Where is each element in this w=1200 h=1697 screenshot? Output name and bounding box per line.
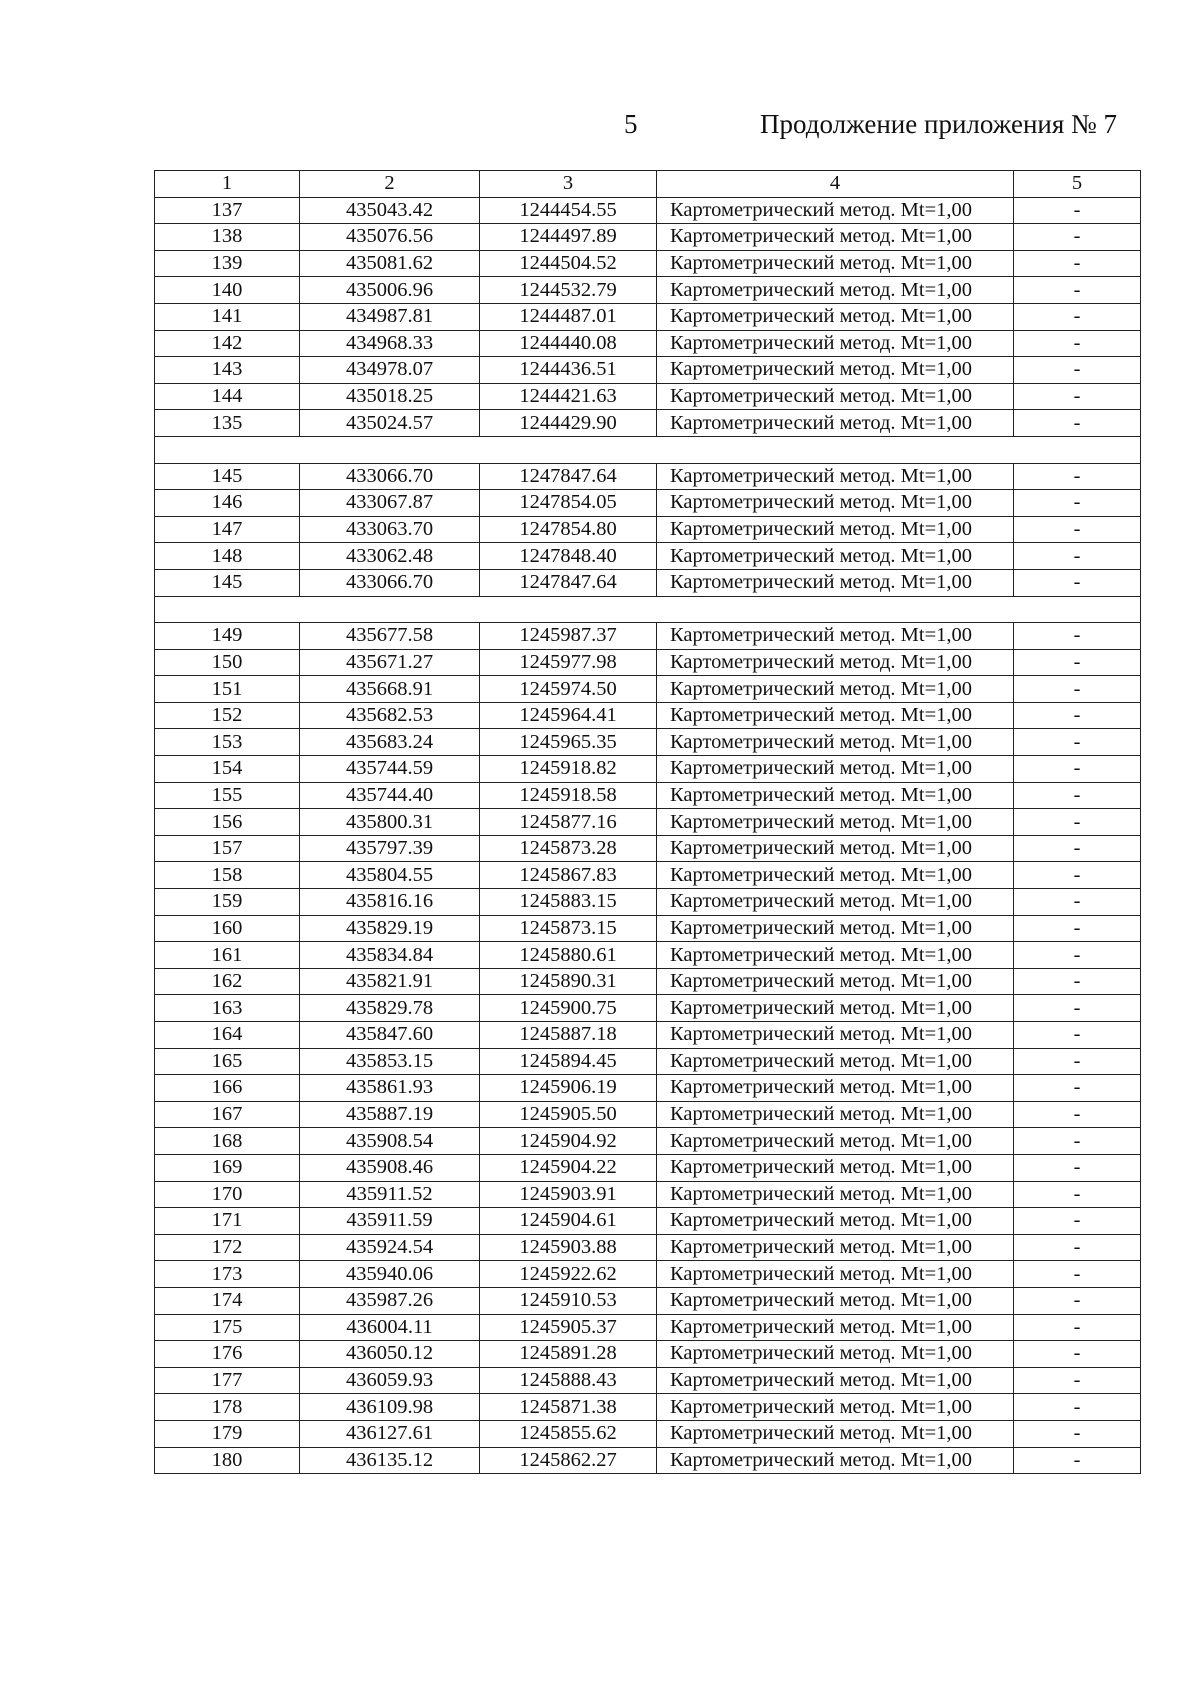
method-cell: Картометрический метод. Mt=1,00 [657, 197, 1014, 224]
point-number-cell: 175 [155, 1314, 300, 1341]
coordinate-x-cell: 435043.42 [300, 197, 480, 224]
coordinate-y-cell: 1244436.51 [480, 357, 657, 384]
point-number-cell: 141 [155, 303, 300, 330]
coordinate-x-cell: 435076.56 [300, 224, 480, 251]
remark-cell: - [1014, 1261, 1141, 1288]
coordinate-y-cell: 1244429.90 [480, 410, 657, 437]
method-cell: Картометрический метод. Mt=1,00 [657, 1447, 1014, 1474]
method-cell: Картометрический метод. Mt=1,00 [657, 835, 1014, 862]
coordinate-x-cell: 436059.93 [300, 1367, 480, 1394]
method-cell: Картометрический метод. Mt=1,00 [657, 676, 1014, 703]
coordinate-y-cell: 1244421.63 [480, 383, 657, 410]
table-row [155, 649, 1141, 676]
method-cell: Картометрический метод. Mt=1,00 [657, 1394, 1014, 1421]
point-number-cell: 179 [155, 1420, 300, 1447]
column-header-3: 3 [480, 171, 657, 198]
table-row [155, 1154, 1141, 1181]
coordinate-x-cell: 435018.25 [300, 383, 480, 410]
method-cell: Картометрический метод. Mt=1,00 [657, 782, 1014, 809]
point-number-cell: 152 [155, 702, 300, 729]
point-number-cell: 170 [155, 1181, 300, 1208]
method-cell: Картометрический метод. Mt=1,00 [657, 383, 1014, 410]
method-cell: Картометрический метод. Mt=1,00 [657, 729, 1014, 756]
coordinate-y-cell: 1244487.01 [480, 303, 657, 330]
coordinate-y-cell: 1245891.28 [480, 1341, 657, 1368]
coordinate-y-cell: 1245867.83 [480, 862, 657, 889]
method-cell: Картометрический метод. Mt=1,00 [657, 330, 1014, 357]
coordinate-x-cell: 435671.27 [300, 649, 480, 676]
point-number-cell: 143 [155, 357, 300, 384]
remark-cell: - [1014, 1208, 1141, 1235]
method-cell: Картометрический метод. Mt=1,00 [657, 1314, 1014, 1341]
method-cell: Картометрический метод. Mt=1,00 [657, 1234, 1014, 1261]
coordinate-x-cell: 434978.07 [300, 357, 480, 384]
table-row [155, 756, 1141, 783]
coordinate-x-cell: 435683.24 [300, 729, 480, 756]
coordinates-table [154, 170, 1141, 1474]
coordinate-x-cell: 435908.54 [300, 1128, 480, 1155]
remark-cell: - [1014, 942, 1141, 969]
table-row [155, 1394, 1141, 1421]
point-number-cell: 161 [155, 942, 300, 969]
method-cell: Картометрический метод. Mt=1,00 [657, 569, 1014, 596]
coordinate-y-cell: 1245903.88 [480, 1234, 657, 1261]
contour-separator-row [155, 596, 1141, 623]
coordinate-y-cell: 1245890.31 [480, 968, 657, 995]
coordinate-y-cell: 1245862.27 [480, 1447, 657, 1474]
point-number-cell: 139 [155, 250, 300, 277]
remark-cell: - [1014, 835, 1141, 862]
coordinate-x-cell: 435829.19 [300, 915, 480, 942]
contour-separator-cell [155, 596, 1141, 623]
coordinate-x-cell: 435006.96 [300, 277, 480, 304]
coordinate-x-cell: 436127.61 [300, 1420, 480, 1447]
remark-cell: - [1014, 463, 1141, 490]
contour-separator-cell [155, 436, 1141, 463]
coordinate-x-cell: 435887.19 [300, 1101, 480, 1128]
column-number-row [155, 171, 1141, 198]
method-cell: Картометрический метод. Mt=1,00 [657, 649, 1014, 676]
point-number-cell: 165 [155, 1048, 300, 1075]
remark-cell: - [1014, 1314, 1141, 1341]
point-number-cell: 156 [155, 809, 300, 836]
coordinate-y-cell: 1244454.55 [480, 197, 657, 224]
point-number-cell: 137 [155, 197, 300, 224]
remark-cell: - [1014, 995, 1141, 1022]
remark-cell: - [1014, 756, 1141, 783]
appendix-continuation-title: Продолжение приложения № 7 [760, 109, 1118, 139]
table-row [155, 782, 1141, 809]
remark-cell: - [1014, 569, 1141, 596]
table-body [155, 197, 1141, 1474]
coordinate-y-cell: 1245855.62 [480, 1420, 657, 1447]
remark-cell: - [1014, 1447, 1141, 1474]
method-cell: Картометрический метод. Mt=1,00 [657, 1367, 1014, 1394]
point-number-cell: 138 [155, 224, 300, 251]
method-cell: Картометрический метод. Mt=1,00 [657, 889, 1014, 916]
coordinate-x-cell: 433063.70 [300, 516, 480, 543]
coordinate-y-cell: 1245894.45 [480, 1048, 657, 1075]
remark-cell: - [1014, 1287, 1141, 1314]
table-row [155, 1420, 1141, 1447]
table-row [155, 623, 1141, 650]
coordinate-x-cell: 436109.98 [300, 1394, 480, 1421]
point-number-cell: 157 [155, 835, 300, 862]
column-header-5: 5 [1014, 171, 1141, 198]
coordinate-y-cell: 1245877.16 [480, 809, 657, 836]
point-number-cell: 160 [155, 915, 300, 942]
remark-cell: - [1014, 1128, 1141, 1155]
remark-cell: - [1014, 1048, 1141, 1075]
coordinate-y-cell: 1244497.89 [480, 224, 657, 251]
coordinate-y-cell: 1247847.64 [480, 463, 657, 490]
method-cell: Картометрический метод. Mt=1,00 [657, 543, 1014, 570]
remark-cell: - [1014, 889, 1141, 916]
point-number-cell: 146 [155, 490, 300, 517]
point-number-cell: 151 [155, 676, 300, 703]
point-number-cell: 140 [155, 277, 300, 304]
point-number-cell: 171 [155, 1208, 300, 1235]
method-cell: Картометрический метод. Mt=1,00 [657, 1101, 1014, 1128]
method-cell: Картометрический метод. Mt=1,00 [657, 995, 1014, 1022]
coordinate-y-cell: 1245904.92 [480, 1128, 657, 1155]
point-number-cell: 150 [155, 649, 300, 676]
point-number-cell: 153 [155, 729, 300, 756]
method-cell: Картометрический метод. Mt=1,00 [657, 756, 1014, 783]
coordinate-x-cell: 433066.70 [300, 569, 480, 596]
point-number-cell: 155 [155, 782, 300, 809]
coordinate-x-cell: 434987.81 [300, 303, 480, 330]
coordinate-x-cell: 435834.84 [300, 942, 480, 969]
table-row [155, 543, 1141, 570]
coordinate-x-cell: 435804.55 [300, 862, 480, 889]
method-cell: Картометрический метод. Mt=1,00 [657, 490, 1014, 517]
method-cell: Картометрический метод. Mt=1,00 [657, 1048, 1014, 1075]
coordinate-y-cell: 1245904.61 [480, 1208, 657, 1235]
method-cell: Картометрический метод. Mt=1,00 [657, 968, 1014, 995]
table-row [155, 1101, 1141, 1128]
table-row [155, 1208, 1141, 1235]
table-row [155, 277, 1141, 304]
remark-cell: - [1014, 1022, 1141, 1049]
coordinate-x-cell: 435821.91 [300, 968, 480, 995]
coordinate-x-cell: 436050.12 [300, 1341, 480, 1368]
table-row [155, 889, 1141, 916]
table-row [155, 995, 1141, 1022]
remark-cell: - [1014, 1234, 1141, 1261]
remark-cell: - [1014, 1367, 1141, 1394]
table-row [155, 1234, 1141, 1261]
point-number-cell: 149 [155, 623, 300, 650]
remark-cell: - [1014, 490, 1141, 517]
point-number-cell: 154 [155, 756, 300, 783]
point-number-cell: 167 [155, 1101, 300, 1128]
table-row [155, 1128, 1141, 1155]
table-row [155, 1261, 1141, 1288]
point-number-cell: 166 [155, 1075, 300, 1102]
coordinate-x-cell: 435668.91 [300, 676, 480, 703]
coordinate-y-cell: 1245887.18 [480, 1022, 657, 1049]
coordinate-y-cell: 1247848.40 [480, 543, 657, 570]
coordinate-x-cell: 435024.57 [300, 410, 480, 437]
coordinate-x-cell: 433067.87 [300, 490, 480, 517]
point-number-cell: 178 [155, 1394, 300, 1421]
point-number-cell: 158 [155, 862, 300, 889]
table-row [155, 224, 1141, 251]
table-row [155, 303, 1141, 330]
remark-cell: - [1014, 277, 1141, 304]
point-number-cell: 135 [155, 410, 300, 437]
table-row [155, 490, 1141, 517]
method-cell: Картометрический метод. Mt=1,00 [657, 1181, 1014, 1208]
method-cell: Картометрический метод. Mt=1,00 [657, 250, 1014, 277]
remark-cell: - [1014, 1420, 1141, 1447]
coordinate-x-cell: 435797.39 [300, 835, 480, 862]
remark-cell: - [1014, 649, 1141, 676]
point-number-cell: 142 [155, 330, 300, 357]
remark-cell: - [1014, 915, 1141, 942]
table-row [155, 1367, 1141, 1394]
coordinate-x-cell: 436135.12 [300, 1447, 480, 1474]
coordinate-y-cell: 1245873.28 [480, 835, 657, 862]
coordinate-y-cell: 1244532.79 [480, 277, 657, 304]
table-row [155, 676, 1141, 703]
table-row [155, 862, 1141, 889]
coordinate-x-cell: 435987.26 [300, 1287, 480, 1314]
coordinate-x-cell: 435861.93 [300, 1075, 480, 1102]
method-cell: Картометрический метод. Mt=1,00 [657, 1261, 1014, 1288]
coordinate-x-cell: 433066.70 [300, 463, 480, 490]
remark-cell: - [1014, 809, 1141, 836]
remark-cell: - [1014, 543, 1141, 570]
table-row [155, 835, 1141, 862]
table-row [155, 1048, 1141, 1075]
coordinate-x-cell: 435081.62 [300, 250, 480, 277]
coordinate-y-cell: 1245904.22 [480, 1154, 657, 1181]
table-row [155, 383, 1141, 410]
table-row [155, 1447, 1141, 1474]
remark-cell: - [1014, 303, 1141, 330]
coordinate-x-cell: 435908.46 [300, 1154, 480, 1181]
coordinate-y-cell: 1244440.08 [480, 330, 657, 357]
table-row [155, 1075, 1141, 1102]
table-row [155, 942, 1141, 969]
remark-cell: - [1014, 1154, 1141, 1181]
method-cell: Картометрический метод. Mt=1,00 [657, 303, 1014, 330]
table-row [155, 968, 1141, 995]
table-row [155, 357, 1141, 384]
method-cell: Картометрический метод. Mt=1,00 [657, 623, 1014, 650]
method-cell: Картометрический метод. Mt=1,00 [657, 277, 1014, 304]
table-row [155, 1341, 1141, 1368]
table-row [155, 1022, 1141, 1049]
table-row [155, 915, 1141, 942]
coordinate-y-cell: 1245987.37 [480, 623, 657, 650]
column-header-4: 4 [657, 171, 1014, 198]
remark-cell: - [1014, 250, 1141, 277]
table-row [155, 330, 1141, 357]
point-number-cell: 177 [155, 1367, 300, 1394]
coordinate-x-cell: 435677.58 [300, 623, 480, 650]
table-row [155, 1314, 1141, 1341]
coordinate-y-cell: 1247847.64 [480, 569, 657, 596]
remark-cell: - [1014, 676, 1141, 703]
coordinate-y-cell: 1245883.15 [480, 889, 657, 916]
table-header [155, 171, 1141, 198]
remark-cell: - [1014, 1075, 1141, 1102]
method-cell: Картометрический метод. Mt=1,00 [657, 516, 1014, 543]
coordinate-y-cell: 1245977.98 [480, 649, 657, 676]
coordinate-x-cell: 435924.54 [300, 1234, 480, 1261]
point-number-cell: 180 [155, 1447, 300, 1474]
page-number: 5 [624, 109, 638, 139]
remark-cell: - [1014, 702, 1141, 729]
table-row [155, 1181, 1141, 1208]
method-cell: Картометрический метод. Mt=1,00 [657, 410, 1014, 437]
remark-cell: - [1014, 1394, 1141, 1421]
coordinate-y-cell: 1245974.50 [480, 676, 657, 703]
table-row [155, 702, 1141, 729]
point-number-cell: 159 [155, 889, 300, 916]
method-cell: Картометрический метод. Mt=1,00 [657, 702, 1014, 729]
coordinate-y-cell: 1244504.52 [480, 250, 657, 277]
point-number-cell: 164 [155, 1022, 300, 1049]
method-cell: Картометрический метод. Mt=1,00 [657, 809, 1014, 836]
point-number-cell: 144 [155, 383, 300, 410]
remark-cell: - [1014, 197, 1141, 224]
method-cell: Картометрический метод. Mt=1,00 [657, 1075, 1014, 1102]
coordinate-x-cell: 435847.60 [300, 1022, 480, 1049]
coordinate-y-cell: 1247854.80 [480, 516, 657, 543]
coordinate-x-cell: 435829.78 [300, 995, 480, 1022]
method-cell: Картометрический метод. Mt=1,00 [657, 1022, 1014, 1049]
method-cell: Картометрический метод. Mt=1,00 [657, 942, 1014, 969]
method-cell: Картометрический метод. Mt=1,00 [657, 1154, 1014, 1181]
coordinate-x-cell: 435800.31 [300, 809, 480, 836]
remark-cell: - [1014, 1181, 1141, 1208]
table-row [155, 410, 1141, 437]
method-cell: Картометрический метод. Mt=1,00 [657, 1208, 1014, 1235]
coordinate-x-cell: 436004.11 [300, 1314, 480, 1341]
remark-cell: - [1014, 968, 1141, 995]
method-cell: Картометрический метод. Mt=1,00 [657, 1287, 1014, 1314]
table-row [155, 1287, 1141, 1314]
coordinate-y-cell: 1245918.58 [480, 782, 657, 809]
point-number-cell: 172 [155, 1234, 300, 1261]
point-number-cell: 145 [155, 463, 300, 490]
remark-cell: - [1014, 224, 1141, 251]
coordinate-x-cell: 435744.40 [300, 782, 480, 809]
point-number-cell: 147 [155, 516, 300, 543]
method-cell: Картометрический метод. Mt=1,00 [657, 1128, 1014, 1155]
coordinate-x-cell: 435853.15 [300, 1048, 480, 1075]
coordinate-x-cell: 435911.59 [300, 1208, 480, 1235]
remark-cell: - [1014, 623, 1141, 650]
table-row [155, 569, 1141, 596]
method-cell: Картометрический метод. Mt=1,00 [657, 224, 1014, 251]
remark-cell: - [1014, 357, 1141, 384]
remark-cell: - [1014, 383, 1141, 410]
contour-separator-row [155, 436, 1141, 463]
coordinate-y-cell: 1245888.43 [480, 1367, 657, 1394]
coordinate-y-cell: 1245903.91 [480, 1181, 657, 1208]
coordinate-y-cell: 1245918.82 [480, 756, 657, 783]
remark-cell: - [1014, 330, 1141, 357]
coordinate-y-cell: 1245880.61 [480, 942, 657, 969]
method-cell: Картометрический метод. Mt=1,00 [657, 1420, 1014, 1447]
coordinate-y-cell: 1245922.62 [480, 1261, 657, 1288]
method-cell: Картометрический метод. Mt=1,00 [657, 357, 1014, 384]
point-number-cell: 148 [155, 543, 300, 570]
point-number-cell: 162 [155, 968, 300, 995]
point-number-cell: 169 [155, 1154, 300, 1181]
method-cell: Картометрический метод. Mt=1,00 [657, 463, 1014, 490]
point-number-cell: 163 [155, 995, 300, 1022]
table-row [155, 250, 1141, 277]
coordinate-y-cell: 1245965.35 [480, 729, 657, 756]
point-number-cell: 145 [155, 569, 300, 596]
coordinate-y-cell: 1245900.75 [480, 995, 657, 1022]
table-row [155, 197, 1141, 224]
coordinate-y-cell: 1245964.41 [480, 702, 657, 729]
remark-cell: - [1014, 862, 1141, 889]
remark-cell: - [1014, 1341, 1141, 1368]
remark-cell: - [1014, 729, 1141, 756]
table-row [155, 516, 1141, 543]
table-row [155, 809, 1141, 836]
remark-cell: - [1014, 782, 1141, 809]
method-cell: Картометрический метод. Mt=1,00 [657, 915, 1014, 942]
table-row [155, 729, 1141, 756]
coordinate-y-cell: 1245910.53 [480, 1287, 657, 1314]
coordinate-x-cell: 435816.16 [300, 889, 480, 916]
coordinate-y-cell: 1247854.05 [480, 490, 657, 517]
remark-cell: - [1014, 1101, 1141, 1128]
column-header-2: 2 [300, 171, 480, 198]
coordinate-y-cell: 1245905.37 [480, 1314, 657, 1341]
method-cell: Картометрический метод. Mt=1,00 [657, 862, 1014, 889]
table-row [155, 463, 1141, 490]
coordinate-x-cell: 434968.33 [300, 330, 480, 357]
remark-cell: - [1014, 410, 1141, 437]
method-cell: Картометрический метод. Mt=1,00 [657, 1341, 1014, 1368]
column-header-1: 1 [155, 171, 300, 198]
coordinate-y-cell: 1245905.50 [480, 1101, 657, 1128]
point-number-cell: 173 [155, 1261, 300, 1288]
coordinate-x-cell: 435940.06 [300, 1261, 480, 1288]
coordinate-x-cell: 435682.53 [300, 702, 480, 729]
coordinate-x-cell: 433062.48 [300, 543, 480, 570]
coordinate-y-cell: 1245906.19 [480, 1075, 657, 1102]
coordinate-y-cell: 1245871.38 [480, 1394, 657, 1421]
coordinate-x-cell: 435911.52 [300, 1181, 480, 1208]
coordinate-x-cell: 435744.59 [300, 756, 480, 783]
point-number-cell: 176 [155, 1341, 300, 1368]
remark-cell: - [1014, 516, 1141, 543]
point-number-cell: 174 [155, 1287, 300, 1314]
coordinate-y-cell: 1245873.15 [480, 915, 657, 942]
point-number-cell: 168 [155, 1128, 300, 1155]
